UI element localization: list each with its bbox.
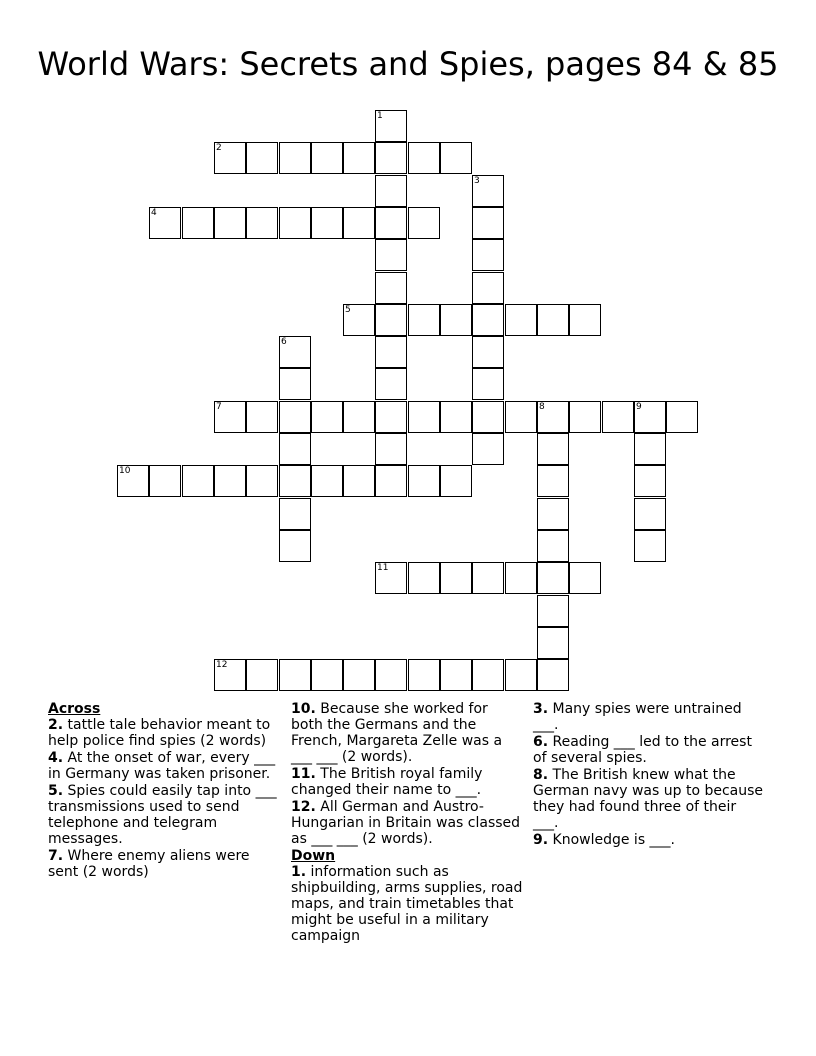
- grid-cell[interactable]: [472, 207, 504, 239]
- grid-cell[interactable]: [214, 207, 246, 239]
- grid-cell[interactable]: [505, 401, 537, 433]
- grid-cell[interactable]: [440, 401, 472, 433]
- clue-down-8: 8. The British knew what the German navy was up to because they had found three of their ___.: [533, 767, 764, 831]
- grid-cell[interactable]: [472, 304, 504, 336]
- grid-cell[interactable]: [537, 401, 569, 433]
- clue-down-6: 6. Reading ___ led to the arrest of several spies.: [533, 734, 752, 766]
- down-clues-column-3: [533, 701, 765, 849]
- grid-cell[interactable]: [375, 562, 407, 594]
- grid-cell[interactable]: [537, 627, 569, 659]
- clue-number-label: 4: [151, 208, 157, 218]
- grid-cell[interactable]: [505, 659, 537, 691]
- clue-across-11: 11. The British royal family changed their name to ___.: [291, 766, 483, 798]
- grid-cell[interactable]: [214, 142, 246, 174]
- grid-cell[interactable]: [279, 465, 311, 497]
- grid-cell[interactable]: [375, 110, 407, 142]
- grid-cell[interactable]: [149, 207, 181, 239]
- grid-cell[interactable]: [246, 207, 278, 239]
- clue-down-1: 1. information such as shipbuilding, arms supplies, road maps, and train timetables that might be useful in a military campaign: [291, 864, 523, 944]
- grid-cell[interactable]: [408, 304, 440, 336]
- grid-cell[interactable]: [246, 659, 278, 691]
- grid-cell[interactable]: [375, 433, 407, 465]
- grid-cell[interactable]: [343, 304, 375, 336]
- grid-cell[interactable]: [537, 562, 569, 594]
- grid-cell[interactable]: [440, 304, 472, 336]
- grid-cell[interactable]: [472, 433, 504, 465]
- clue-number-label: 5: [345, 305, 351, 315]
- grid-cell[interactable]: [537, 498, 569, 530]
- grid-cell[interactable]: [472, 562, 504, 594]
- clue-number-label: 7: [216, 402, 222, 412]
- grid-cell[interactable]: [214, 659, 246, 691]
- grid-cell[interactable]: [343, 465, 375, 497]
- clue-number-label: 2: [216, 143, 222, 153]
- grid-cell[interactable]: [279, 530, 311, 562]
- grid-cell[interactable]: [279, 336, 311, 368]
- clues-column-2: [291, 701, 523, 945]
- grid-cell[interactable]: [537, 530, 569, 562]
- grid-cell[interactable]: [472, 239, 504, 271]
- grid-cell[interactable]: [375, 401, 407, 433]
- down-heading: Down: [291, 848, 336, 864]
- clue-across-10: 10. Because she worked for both the Germans and the French, Margareta Zelle was a ___ ___ (2 words).: [291, 701, 503, 765]
- grid-cell[interactable]: [182, 465, 214, 497]
- grid-cell[interactable]: [246, 465, 278, 497]
- grid-cell[interactable]: [408, 207, 440, 239]
- grid-cell[interactable]: [408, 142, 440, 174]
- grid-cell[interactable]: [375, 142, 407, 174]
- clue-number-label: 9: [636, 402, 642, 412]
- grid-cell[interactable]: [537, 433, 569, 465]
- grid-cell[interactable]: [343, 142, 375, 174]
- clue-number-label: 10: [119, 466, 131, 476]
- across-clues-column-1: [48, 701, 280, 881]
- grid-cell[interactable]: [375, 659, 407, 691]
- grid-cell[interactable]: [279, 368, 311, 400]
- grid-cell[interactable]: [311, 401, 343, 433]
- grid-cell[interactable]: [440, 142, 472, 174]
- grid-cell[interactable]: [279, 433, 311, 465]
- grid-cell[interactable]: [472, 368, 504, 400]
- clue-across-12: 12. All German and Austro-Hungarian in Britain was classed as ___ ___ (2 words).: [291, 799, 521, 847]
- clue-number-label: 11: [377, 563, 389, 573]
- page-title: World Wars: Secrets and Spies, pages 84 & 85: [37, 45, 779, 83]
- clue-across-2: 2. tattle tale behavior meant to help police find spies (2 words): [48, 717, 271, 749]
- grid-cell[interactable]: [634, 465, 666, 497]
- grid-cell[interactable]: [505, 304, 537, 336]
- grid-cell[interactable]: [311, 207, 343, 239]
- clue-number-label: 6: [281, 337, 287, 347]
- grid-cell[interactable]: [666, 401, 698, 433]
- clue-down-9: 9. Knowledge is ___.: [533, 832, 676, 848]
- grid-cell[interactable]: [569, 304, 601, 336]
- grid-cell[interactable]: [246, 401, 278, 433]
- grid-cell[interactable]: [569, 562, 601, 594]
- grid-cell[interactable]: [214, 401, 246, 433]
- grid-cell[interactable]: [634, 498, 666, 530]
- grid-cell[interactable]: [505, 562, 537, 594]
- grid-cell[interactable]: [472, 659, 504, 691]
- grid-cell[interactable]: [472, 401, 504, 433]
- grid-cell[interactable]: [279, 207, 311, 239]
- clue-number-label: 1: [377, 111, 383, 121]
- grid-cell[interactable]: [375, 304, 407, 336]
- grid-cell[interactable]: [440, 659, 472, 691]
- grid-cell[interactable]: [408, 659, 440, 691]
- grid-cell[interactable]: [149, 465, 181, 497]
- grid-cell[interactable]: [537, 304, 569, 336]
- clue-across-4: 4. At the onset of war, every ___ in Germany was taken prisoner.: [48, 750, 276, 782]
- grid-cell[interactable]: [472, 175, 504, 207]
- grid-cell[interactable]: [440, 562, 472, 594]
- grid-cell[interactable]: [311, 465, 343, 497]
- clue-down-3: 3. Many spies were untrained ___.: [533, 701, 742, 733]
- grid-cell[interactable]: [537, 595, 569, 627]
- clue-number-label: 12: [216, 660, 228, 670]
- grid-cell[interactable]: [569, 401, 601, 433]
- grid-cell[interactable]: [182, 207, 214, 239]
- grid-cell[interactable]: [537, 659, 569, 691]
- grid-cell[interactable]: [343, 207, 375, 239]
- grid-cell[interactable]: [408, 401, 440, 433]
- grid-cell[interactable]: [375, 336, 407, 368]
- grid-cell[interactable]: [375, 239, 407, 271]
- grid-cell[interactable]: [279, 498, 311, 530]
- grid-cell[interactable]: [375, 175, 407, 207]
- grid-cell[interactable]: [375, 465, 407, 497]
- grid-cell[interactable]: [311, 142, 343, 174]
- grid-cell[interactable]: [472, 336, 504, 368]
- grid-cell[interactable]: [343, 659, 375, 691]
- grid-cell[interactable]: [634, 433, 666, 465]
- grid-cell[interactable]: [375, 272, 407, 304]
- grid-cell[interactable]: [246, 142, 278, 174]
- grid-cell[interactable]: [602, 401, 634, 433]
- grid-cell[interactable]: [279, 659, 311, 691]
- grid-cell[interactable]: [375, 207, 407, 239]
- across-heading: Across: [48, 701, 101, 717]
- clue-number-label: 3: [474, 176, 480, 186]
- grid-cell[interactable]: [214, 465, 246, 497]
- grid-cell[interactable]: [311, 659, 343, 691]
- grid-cell[interactable]: [537, 465, 569, 497]
- grid-cell[interactable]: [279, 401, 311, 433]
- grid-cell[interactable]: [117, 465, 149, 497]
- grid-cell[interactable]: [279, 142, 311, 174]
- grid-cell[interactable]: [634, 530, 666, 562]
- grid-cell[interactable]: [343, 401, 375, 433]
- grid-cell[interactable]: [472, 272, 504, 304]
- clue-across-7: 7. Where enemy aliens were sent (2 words): [48, 848, 250, 880]
- grid-cell[interactable]: [634, 401, 666, 433]
- grid-cell[interactable]: [440, 465, 472, 497]
- clue-number-label: 8: [539, 402, 545, 412]
- grid-cell[interactable]: [375, 368, 407, 400]
- grid-cell[interactable]: [408, 465, 440, 497]
- clue-across-5: 5. Spies could easily tap into ___ transmissions used to send telephone and telegram messages.: [48, 783, 277, 847]
- grid-cell[interactable]: [408, 562, 440, 594]
